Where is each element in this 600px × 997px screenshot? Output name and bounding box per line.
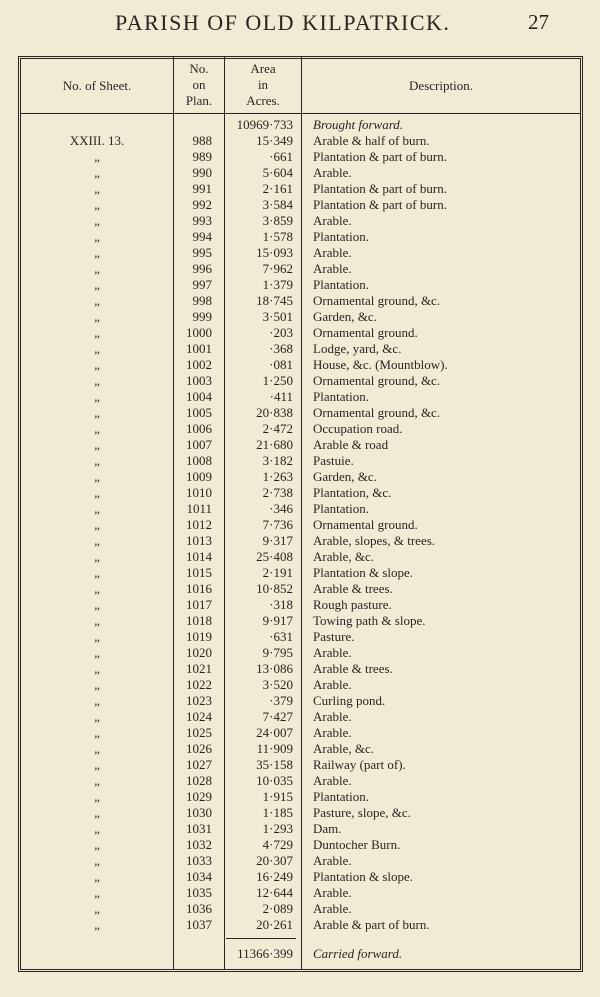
column-divider [173,57,174,970]
row-plan-number: 989 [192,149,212,164]
row-area-acres: 25·408 [256,549,293,564]
row-sheet-number: „ [94,549,100,564]
row-description: Arable, slopes, & trees. [313,533,436,548]
row-plan-number: 1012 [186,517,212,532]
row-description: Plantation & part of burn. [313,181,447,196]
row-plan-number: 1025 [186,725,212,740]
row-description: Arable. [313,645,352,660]
row-area-acres: 5·604 [262,165,293,180]
brought-forward-area: 10969·733 [236,117,293,132]
row-description: Towing path & slope. [313,613,426,628]
row-sheet-number: „ [94,309,100,324]
row-description: Plantation. [313,789,369,804]
row-sheet-number: „ [94,709,100,724]
row-area-acres: 24·007 [256,725,293,740]
row-description: Plantation & part of burn. [313,197,447,212]
area-header-line: Acres. [246,93,280,108]
row-description: Arable & half of burn. [313,133,430,148]
row-area-acres: 15·093 [256,245,293,260]
row-plan-number: 1009 [186,469,212,484]
row-description: Plantation. [313,389,369,404]
row-plan-number: 1016 [186,581,212,596]
row-description: Arable. [313,245,352,260]
row-sheet-number: XXIII. 13. [69,133,125,148]
row-sheet-number: „ [94,917,100,932]
row-description: Arable. [313,853,352,868]
row-plan-number: 1007 [186,437,212,452]
row-area-acres: 10·035 [256,773,293,788]
row-description: Arable. [313,901,352,916]
row-sheet-number: „ [94,245,100,260]
row-description: Pasture. [313,629,355,644]
row-area-acres: ·346 [269,501,293,516]
row-sheet-number: „ [94,437,100,452]
row-plan-number: 1014 [186,549,212,564]
row-plan-number: 1027 [186,757,212,772]
carried-forward-area: 11366·399 [237,946,293,961]
row-sheet-number: „ [94,693,100,708]
brought-forward-label: Brought forward. [313,117,404,132]
row-area-acres: 9·795 [262,645,293,660]
row-area-acres: 1·263 [262,469,293,484]
row-area-acres: 9·917 [262,613,293,628]
row-sheet-number: „ [94,469,100,484]
page-number: 27 [528,10,549,34]
row-plan-number: 997 [192,277,212,292]
row-description: Plantation. [313,277,369,292]
row-area-acres: 7·736 [262,517,293,532]
row-plan-number: 1032 [186,837,212,852]
row-description: Plantation. [313,501,369,516]
row-area-acres: 1·915 [262,789,293,804]
row-sheet-number: „ [94,597,100,612]
row-description: Pastuie. [313,453,354,468]
row-plan-number: 1028 [186,773,212,788]
row-sheet-number: „ [94,885,100,900]
row-plan-number: 1031 [186,821,212,836]
row-plan-number: 1022 [186,677,212,692]
row-sheet-number: „ [94,277,100,292]
row-plan-number: 1017 [186,597,212,612]
row-sheet-number: „ [94,149,100,164]
row-plan-number: 1013 [186,533,212,548]
row-sheet-number: „ [94,789,100,804]
row-description: Curling pond. [313,693,386,708]
row-sheet-number: „ [94,373,100,388]
row-plan-number: 1019 [186,629,212,644]
row-sheet-number: „ [94,517,100,532]
row-sheet-number: „ [94,901,100,916]
row-sheet-number: „ [94,677,100,692]
row-description: Arable, &c. [313,549,375,564]
row-sheet-number: „ [94,485,100,500]
row-area-acres: 11·909 [256,741,293,756]
row-plan-number: 1029 [186,789,212,804]
row-area-acres: 35·158 [256,757,293,772]
row-plan-number: 991 [192,181,212,196]
row-sheet-number: „ [94,325,100,340]
row-area-acres: 20·307 [256,853,293,868]
row-sheet-number: „ [94,453,100,468]
row-area-acres: 10·852 [256,581,293,596]
row-description: Plantation & slope. [313,565,414,580]
row-description: Rough pasture. [313,597,392,612]
row-area-acres: 3·501 [262,309,293,324]
row-sheet-number: „ [94,837,100,852]
row-sheet-number: „ [94,821,100,836]
row-plan-number: 1033 [186,853,212,868]
row-description: House, &c. (Mountblow). [313,357,448,372]
row-description: Arable. [313,885,352,900]
row-area-acres: 3·520 [262,677,293,692]
row-sheet-number: „ [94,501,100,516]
row-description: Plantation & part of burn. [313,149,447,164]
row-sheet-number: „ [94,405,100,420]
row-plan-number: 1005 [186,405,212,420]
row-plan-number: 1008 [186,453,212,468]
row-description: Ornamental ground, &c. [313,293,441,308]
column-header-plan [174,61,224,109]
row-description: Arable. [313,165,352,180]
row-area-acres: 1·250 [262,373,293,388]
row-area-acres: 7·427 [262,709,293,724]
page-header [0,10,600,40]
row-area-acres: 9·317 [262,533,293,548]
row-description: Railway (part of). [313,757,406,772]
row-sheet-number: „ [94,293,100,308]
row-description: Pasture, slope, &c. [313,805,411,820]
row-area-acres: 2·161 [262,181,293,196]
row-plan-number: 1021 [186,661,212,676]
row-description: Arable. [313,677,352,692]
row-sheet-number: „ [94,389,100,404]
row-area-acres: 3·584 [262,197,293,212]
row-area-acres: ·631 [269,629,293,644]
row-plan-number: 1001 [186,341,212,356]
row-description: Plantation & slope. [313,869,414,884]
row-plan-number: 1003 [186,373,212,388]
row-plan-number: 996 [192,261,212,276]
row-plan-number: 988 [192,133,212,148]
row-description: Ornamental ground, &c. [313,405,441,420]
row-plan-number: 1037 [186,917,212,932]
row-area-acres: 20·838 [256,405,293,420]
row-sheet-number: „ [94,869,100,884]
row-plan-number: 1024 [186,709,212,724]
row-sheet-number: „ [94,229,100,244]
row-plan-number: 1026 [186,741,212,756]
row-description: Garden, &c. [313,469,377,484]
row-area-acres: 21·680 [256,437,293,452]
row-description: Duntocher Burn. [313,837,401,852]
row-sheet-number: „ [94,213,100,228]
row-sheet-number: „ [94,421,100,436]
area-header-line: Area [250,61,276,76]
row-description: Plantation, &c. [313,485,392,500]
row-description: Arable. [313,261,352,276]
row-area-acres: 7·962 [262,261,293,276]
row-plan-number: 1034 [186,869,212,884]
row-plan-number: 1018 [186,613,212,628]
column-divider [301,57,302,970]
row-sheet-number: „ [94,261,100,276]
row-description: Occupation road. [313,421,403,436]
row-area-acres: ·318 [269,597,293,612]
row-sheet-number: „ [94,357,100,372]
total-rule [226,938,296,939]
row-sheet-number: „ [94,661,100,676]
row-sheet-number: „ [94,741,100,756]
row-plan-number: 1010 [186,485,212,500]
row-sheet-number: „ [94,773,100,788]
row-plan-number: 1035 [186,885,212,900]
row-area-acres: 2·089 [262,901,293,916]
row-area-acres: 3·859 [262,213,293,228]
row-area-acres: 1·185 [262,805,293,820]
row-plan-number: 1011 [186,501,212,516]
row-description: Arable & trees. [313,581,393,596]
column-header-description: Description. [409,78,473,93]
row-sheet-number: „ [94,581,100,596]
row-plan-number: 1023 [186,693,212,708]
row-plan-number: 993 [192,213,212,228]
row-description: Arable, &c. [313,741,375,756]
row-description: Lodge, yard, &c. [313,341,402,356]
row-area-acres: ·661 [269,149,293,164]
row-area-acres: 12·644 [256,885,293,900]
row-description: Ornamental ground. [313,517,418,532]
row-area-acres: 20·261 [256,917,293,932]
row-plan-number: 1030 [186,805,212,820]
row-sheet-number: „ [94,853,100,868]
row-sheet-number: „ [94,645,100,660]
column-header-sheet: No. of Sheet. [62,78,132,93]
row-description: Arable & part of burn. [313,917,430,932]
row-plan-number: 1000 [186,325,212,340]
row-area-acres: 2·738 [262,485,293,500]
row-area-acres: 2·191 [262,565,293,580]
row-description: Arable. [313,213,352,228]
row-area-acres: 18·745 [256,293,293,308]
row-sheet-number: „ [94,197,100,212]
row-plan-number: 1015 [186,565,212,580]
row-plan-number: 992 [192,197,212,212]
row-area-acres: 4·729 [262,837,293,852]
row-area-acres: 1·379 [262,277,293,292]
plan-header-line: No. [189,61,209,76]
row-description: Arable. [313,773,352,788]
plan-header-line: on [192,77,206,92]
row-plan-number: 1004 [186,389,212,404]
row-area-acres: 1·293 [262,821,293,836]
row-sheet-number: „ [94,181,100,196]
row-area-acres: 16·249 [256,869,293,884]
row-area-acres: ·081 [269,357,293,372]
row-plan-number: 1006 [186,421,212,436]
row-sheet-number: „ [94,757,100,772]
row-description: Dam. [313,821,342,836]
row-description: Garden, &c. [313,309,377,324]
row-plan-number: 1020 [186,645,212,660]
plan-header-line: Plan. [185,93,213,108]
row-area-acres: ·203 [269,325,293,340]
row-area-acres: 1·578 [262,229,293,244]
row-area-acres: 15·349 [256,133,293,148]
page-title: PARISH OF OLD KILPATRICK. [115,10,451,35]
row-plan-number: 1002 [186,357,212,372]
row-area-acres: 3·182 [262,453,293,468]
row-sheet-number: „ [94,725,100,740]
row-description: Arable. [313,709,352,724]
row-sheet-number: „ [94,533,100,548]
row-description: Arable. [313,725,352,740]
row-area-acres: ·379 [269,693,293,708]
row-plan-number: 998 [192,293,212,308]
row-plan-number: 995 [192,245,212,260]
row-area-acres: ·368 [269,341,293,356]
row-description: Arable & road [313,437,389,452]
row-area-acres: ·411 [269,389,293,404]
row-sheet-number: „ [94,341,100,356]
carried-forward-label: Carried forward. [313,946,403,961]
row-plan-number: 1036 [186,901,212,916]
row-sheet-number: „ [94,805,100,820]
row-sheet-number: „ [94,565,100,580]
row-description: Ornamental ground. [313,325,418,340]
area-header-line: in [257,77,269,92]
row-area-acres: 2·472 [262,421,293,436]
row-plan-number: 990 [192,165,212,180]
row-description: Plantation. [313,229,369,244]
row-area-acres: 13·086 [256,661,293,676]
row-sheet-number: „ [94,165,100,180]
header-rule [21,113,580,114]
row-sheet-number: „ [94,613,100,628]
row-description: Arable & trees. [313,661,393,676]
row-plan-number: 999 [192,309,212,324]
row-sheet-number: „ [94,629,100,644]
row-plan-number: 994 [192,229,212,244]
row-description: Ornamental ground, &c. [313,373,441,388]
column-header-area [225,61,301,109]
